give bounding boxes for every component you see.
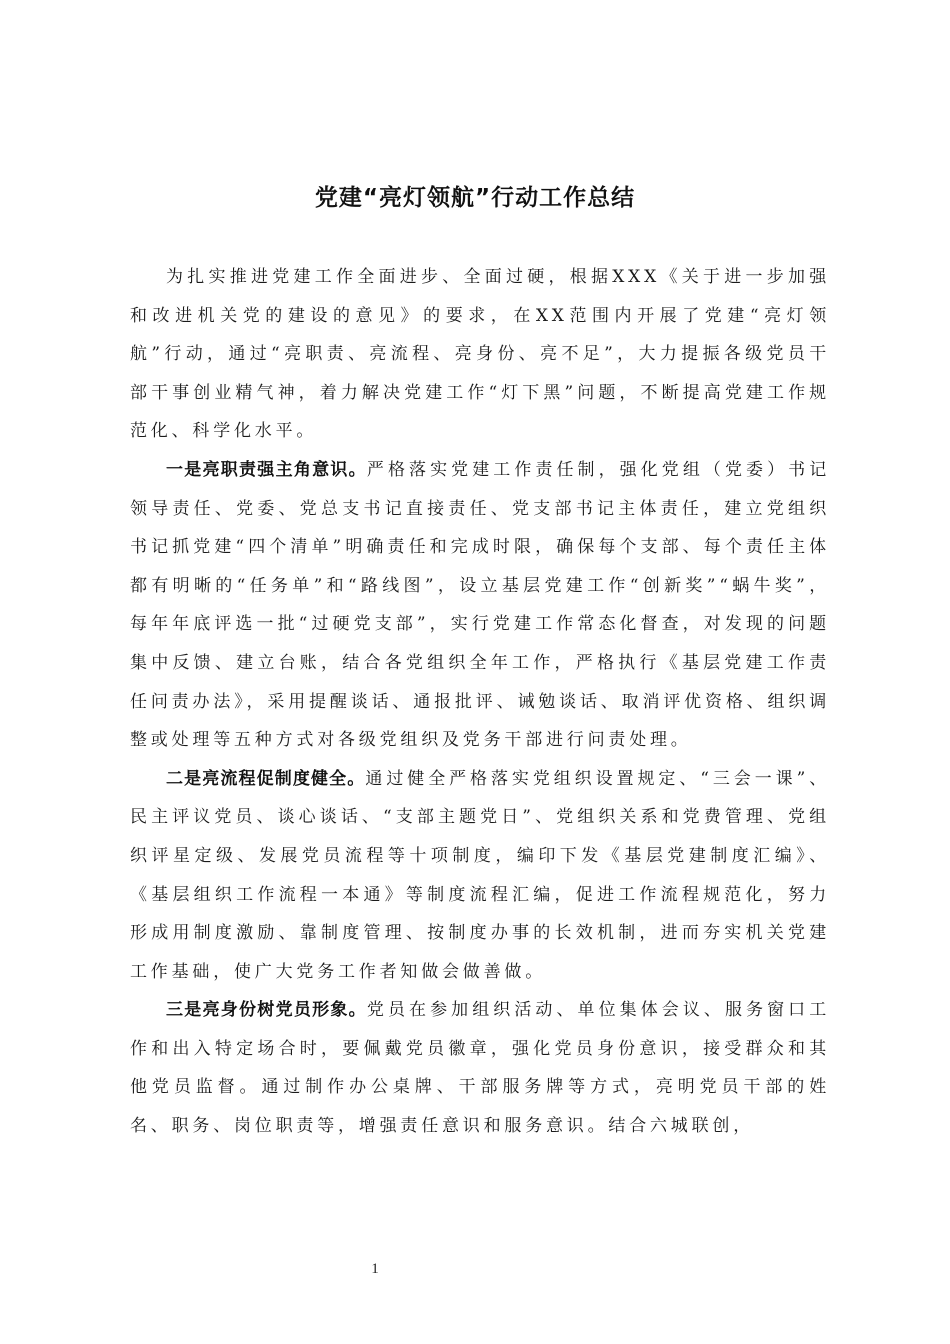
paragraph-lead: 二是亮流程促制度健全。 [166,768,366,789]
paragraph-lead: 三是亮身份树党员形象。 [166,1000,367,1021]
document-body [130,258,830,1146]
document-title: 党建“亮灯领航”行动工作总结 [314,185,636,211]
paragraph-identity [130,991,830,1145]
page-number: 1 [371,1261,379,1277]
paragraph-text: 为扎实推进党建工作全面进步、全面过硬，根据XXX《关于进一步加强和改进机关党的建设的意见》的要求，在XX范围内开展了党建“亮灯领航”行动，通过“亮职责、亮流程、亮身份、亮不足”，大力提振各级党员干部干事创业精气神，着力解决党建工作“灯下黑”问题，不断提高党建工作规范化、科学化水平。 [130,267,830,442]
paragraph-text: 严格落实党建工作责任制，强化党组（党委）书记领导责任、党委、党总支书记直接责任、党支部书记主体责任，建立党组织书记抓党建“四个清单”明确责任和完成时限，确保每个支部、每个责任主体都有明晰的“任务单”和“路线图”，设立基层党建工作“创新奖”“蜗牛奖”，每年年底评选一批“过硬党支部”，实行党建工作常态化督查，对发现的问题集中反馈、建立台账，结合各党组织全年工作，严格执行《基层党建工作责任问责办法》，采用提醒谈话、通报批评、诫勉谈话、取消评优资格、组织调整或处理等五种方式对各级党组织及党务干部进行问责处理。 [130,459,830,751]
paragraph-text: 党员在参加组织活动、单位集体会议、服务窗口工作和出入特定场合时，要佩戴党员徽章，强化党员身份意识，接受群众和其他党员监督。通过制作办公桌牌、干部服务牌等方式，亮明党员干部的姓名、职务、岗位职责等，增强责任意识和服务意识。结合六城联创， [130,1000,830,1137]
paragraph-process [130,760,830,992]
paragraph-responsibility [130,451,830,760]
paragraph-lead: 一是亮职责强主角意识。 [166,459,367,480]
paragraph-intro [130,258,830,451]
paragraph-text: 通过健全严格落实党组织设置规定、“三会一课”、民主评议党员、谈心谈话、“支部主题党日”、党组织关系和党费管理、党组织评星定级、发展党员流程等十项制度，编印下发《基层党建制度汇编》、《基层组织工作流程一本通》等制度流程汇编，促进工作流程规范化，努力形成用制度激励、靠制度管理、按制度办事的长效机制，进而夯实机关党建工作基础，使广大党务工作者知做会做善做。 [130,768,830,982]
